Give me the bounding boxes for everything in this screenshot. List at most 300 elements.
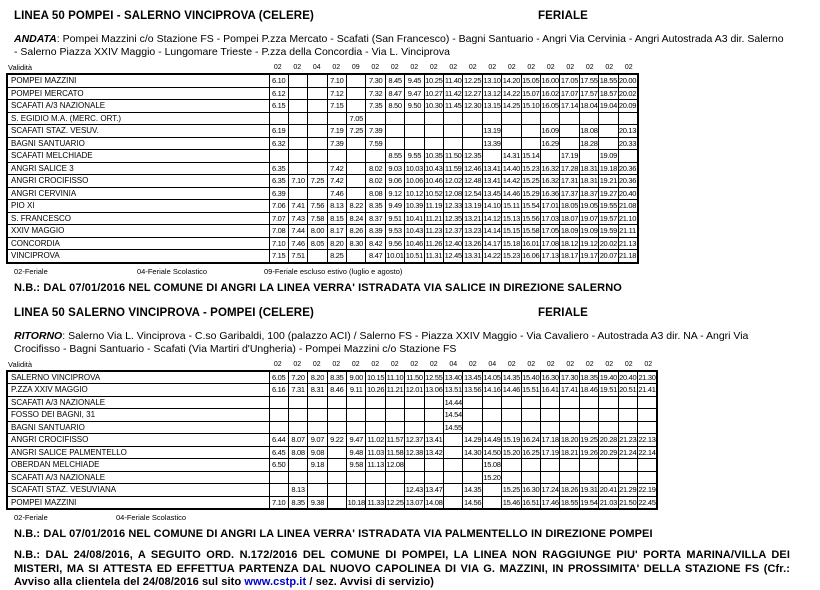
table-row xyxy=(7,87,638,100)
time-cell: 7.42 xyxy=(327,175,346,188)
time-cell: 14.20 xyxy=(502,76,521,85)
time-cell: 21.30 xyxy=(638,372,656,382)
validity-code: 02 xyxy=(488,64,497,71)
time-cell: 6.45 xyxy=(269,446,288,459)
time-cell: 9.51 xyxy=(385,212,404,225)
time-cell xyxy=(405,459,424,472)
time-cell: 21.03 xyxy=(599,496,618,509)
time-cell: 8.47 xyxy=(366,250,385,263)
time-cell xyxy=(482,112,501,125)
time-cell: 20.40 xyxy=(619,372,637,382)
time-cell: 12.35 xyxy=(444,213,462,223)
time-cell: 17.28 xyxy=(560,163,579,173)
station-cell: S. FRANCESCO xyxy=(7,212,269,225)
time-cell: 7.25 xyxy=(308,175,327,188)
time-cell xyxy=(463,459,482,472)
time-cell xyxy=(482,150,501,163)
time-cell xyxy=(444,471,463,484)
time-cell: 10.46 xyxy=(425,176,443,185)
time-cell: 18.09 xyxy=(560,226,579,235)
time-cell: 13.41 xyxy=(425,435,443,444)
time-cell: 7.58 xyxy=(308,212,327,225)
time-cell: 19.40 xyxy=(599,372,617,382)
time-cell: 8.35 xyxy=(288,496,307,509)
time-cell: 17.05 xyxy=(541,226,559,235)
time-cell xyxy=(385,396,404,409)
time-cell xyxy=(637,421,657,434)
time-cell xyxy=(521,112,540,125)
ritorno-legend xyxy=(14,513,820,522)
time-cell: 20.07 xyxy=(599,250,618,263)
time-cell: 19.05 xyxy=(580,201,598,210)
time-cell: 12.37 xyxy=(405,435,424,444)
validity-code: 02 xyxy=(468,360,477,368)
time-cell xyxy=(347,150,366,163)
time-cell: 8.47 xyxy=(385,87,404,100)
time-cell xyxy=(327,421,346,434)
table-row xyxy=(7,421,657,434)
time-cell: 15.07 xyxy=(522,88,540,98)
time-cell: 11.59 xyxy=(444,163,462,173)
time-cell: 14.25 xyxy=(502,101,521,110)
time-cell: 12.40 xyxy=(444,238,462,248)
time-cell xyxy=(540,471,559,484)
time-cell: 9.38 xyxy=(308,496,327,509)
time-cell: 14.05 xyxy=(483,372,501,382)
time-cell: 15.19 xyxy=(502,435,521,444)
time-cell: 18.21 xyxy=(560,447,579,457)
time-cell: 16.06 xyxy=(521,250,540,263)
time-cell xyxy=(618,150,637,163)
time-cell: 13.42 xyxy=(425,447,443,457)
time-cell: 10.51 xyxy=(405,250,424,263)
andata-table-wrap xyxy=(6,63,820,264)
time-cell: 11.23 xyxy=(425,226,443,235)
time-cell: 9.12 xyxy=(385,187,404,200)
time-cell: 9.48 xyxy=(347,446,366,459)
validity-code: 02 xyxy=(429,360,438,368)
time-cell xyxy=(599,471,618,484)
time-cell: 19.12 xyxy=(580,238,598,248)
time-cell xyxy=(366,112,385,125)
time-cell xyxy=(482,496,501,509)
time-cell: 18.12 xyxy=(560,238,579,248)
time-cell xyxy=(560,459,579,472)
station-cell: FOSSO DEI BAGNI, 31 xyxy=(7,409,269,422)
time-cell: 8.55 xyxy=(385,150,404,163)
time-cell xyxy=(347,396,366,409)
time-cell: 16.41 xyxy=(541,385,559,394)
ritorno-title-row xyxy=(14,307,820,321)
time-cell xyxy=(347,74,366,87)
validity-code: 02 xyxy=(507,64,516,71)
time-cell: 13.41 xyxy=(483,176,501,185)
time-cell: 14.16 xyxy=(483,385,501,394)
time-cell xyxy=(424,409,443,422)
time-cell xyxy=(560,137,579,150)
station-cell: ANGRI SALICE PALMENTELLO xyxy=(7,446,269,459)
time-cell xyxy=(424,137,443,150)
time-cell: 12.48 xyxy=(463,176,482,185)
time-cell: 22.19 xyxy=(638,485,656,494)
time-cell xyxy=(599,421,618,434)
time-cell: 19.25 xyxy=(580,435,598,444)
time-cell: 13.26 xyxy=(463,238,482,248)
time-cell: 6.10 xyxy=(269,74,288,87)
time-cell xyxy=(288,396,307,409)
validity-code: 02 xyxy=(410,64,419,71)
time-cell xyxy=(618,421,637,434)
time-cell: 17.05 xyxy=(560,76,579,85)
time-cell xyxy=(424,125,443,138)
time-cell: 7.15 xyxy=(327,100,346,113)
station-cell: CONCORDIA xyxy=(7,237,269,250)
validity-code: 02 xyxy=(546,360,555,368)
table-row xyxy=(7,371,657,384)
time-cell: 9.08 xyxy=(308,446,327,459)
time-cell: 18.35 xyxy=(580,372,598,382)
time-cell xyxy=(308,125,327,138)
time-cell: 8.13 xyxy=(288,484,307,497)
time-cell: 14.10 xyxy=(483,201,501,210)
time-cell: 8.08 xyxy=(366,187,385,200)
table-row xyxy=(7,471,657,484)
time-cell xyxy=(405,396,424,409)
table-row xyxy=(7,212,638,225)
time-cell: 7.15 xyxy=(269,250,288,263)
time-cell: 9.53 xyxy=(385,225,404,238)
validity-row-table xyxy=(6,63,639,73)
time-cell: 11.31 xyxy=(424,250,443,263)
time-cell xyxy=(521,459,540,472)
table-row xyxy=(7,175,638,188)
time-cell xyxy=(599,459,618,472)
time-cell: 9.06 xyxy=(385,175,404,188)
time-cell: 14.22 xyxy=(502,88,521,98)
time-cell: 13.06 xyxy=(425,385,443,394)
time-cell xyxy=(502,137,521,150)
time-cell: 11.57 xyxy=(386,435,404,444)
time-cell: 8.46 xyxy=(327,384,346,397)
time-cell: 15.23 xyxy=(522,163,540,173)
time-cell xyxy=(599,396,618,409)
validity-code: 02 xyxy=(566,360,575,368)
time-cell: 8.20 xyxy=(308,371,327,384)
time-cell: 10.03 xyxy=(405,163,424,173)
time-cell: 20.29 xyxy=(599,447,617,457)
time-cell xyxy=(521,396,540,409)
time-cell: 17.14 xyxy=(560,101,579,110)
time-cell: 17.55 xyxy=(580,76,598,85)
time-cell xyxy=(327,446,346,459)
time-cell xyxy=(288,100,307,113)
time-cell xyxy=(502,125,521,138)
time-cell: 8.17 xyxy=(327,225,346,238)
time-cell xyxy=(347,471,366,484)
time-cell: 10.18 xyxy=(347,496,366,509)
time-cell: 8.05 xyxy=(308,237,327,250)
time-cell: 18.20 xyxy=(560,435,579,444)
time-cell: 21.29 xyxy=(619,485,637,494)
time-cell: 15.11 xyxy=(503,201,520,210)
table-row xyxy=(7,384,657,397)
time-cell: 8.22 xyxy=(347,200,366,213)
time-cell xyxy=(560,421,579,434)
station-cell: VINCIPROVA xyxy=(7,250,269,263)
time-cell xyxy=(521,421,540,434)
station-cell: S. EGIDIO M.A. (MERC. ORT.) xyxy=(7,112,269,125)
time-cell: 12.54 xyxy=(463,188,482,198)
table-row xyxy=(7,237,638,250)
time-cell xyxy=(540,459,559,472)
time-cell xyxy=(463,125,482,138)
time-cell: 6.15 xyxy=(269,100,288,113)
time-cell: 7.07 xyxy=(269,212,288,225)
time-cell xyxy=(540,409,559,422)
time-cell: 15.20 xyxy=(502,447,521,457)
time-cell: 10.39 xyxy=(405,201,424,210)
andata-title-row xyxy=(14,10,820,24)
time-cell: 8.02 xyxy=(366,175,385,188)
time-cell: 6.35 xyxy=(269,162,288,175)
time-cell xyxy=(288,459,307,472)
time-cell: 13.45 xyxy=(463,372,482,382)
time-cell: 18.31 xyxy=(580,163,598,173)
time-cell xyxy=(463,112,482,125)
table-row xyxy=(7,434,657,447)
time-cell xyxy=(347,100,366,113)
time-cell xyxy=(599,137,618,150)
time-cell: 6.50 xyxy=(269,459,288,472)
time-cell: 10.06 xyxy=(405,176,424,185)
time-cell: 7.31 xyxy=(288,384,307,397)
time-cell: 15.15 xyxy=(502,226,521,235)
time-cell xyxy=(308,396,327,409)
time-cell: 10.30 xyxy=(425,101,443,110)
time-cell: 8.35 xyxy=(366,200,385,213)
time-cell: 9.50 xyxy=(405,100,424,113)
table-row xyxy=(7,187,638,200)
time-cell: 10.43 xyxy=(405,226,424,235)
time-cell: 10.41 xyxy=(405,213,424,223)
time-cell: 9.11 xyxy=(347,384,366,397)
time-cell: 17.07 xyxy=(560,88,579,98)
station-cell: SCAFATI STAZ. VESUV. xyxy=(7,125,269,138)
table-row xyxy=(7,496,657,509)
validity-code: 02 xyxy=(273,360,282,368)
validity-code: 02 xyxy=(390,360,399,368)
time-cell xyxy=(618,459,637,472)
time-cell: 12.55 xyxy=(425,372,443,382)
time-cell: 21.11 xyxy=(619,226,636,235)
time-cell: 20.36 xyxy=(618,163,637,173)
time-cell xyxy=(288,74,307,87)
time-cell: 18.05 xyxy=(560,201,579,210)
time-cell: 7.39 xyxy=(327,137,346,150)
time-cell: 20.40 xyxy=(618,188,637,198)
table-row xyxy=(7,459,657,472)
time-cell: 18.31 xyxy=(580,176,598,185)
time-cell: 14.31 xyxy=(502,151,521,160)
time-cell xyxy=(444,459,463,472)
time-cell xyxy=(637,459,657,472)
table-row xyxy=(7,225,638,238)
time-cell xyxy=(288,471,307,484)
time-cell: 12.38 xyxy=(405,447,424,457)
time-cell: 9.22 xyxy=(327,434,346,447)
table-row xyxy=(7,250,638,263)
validity-code: 02 xyxy=(527,64,536,71)
time-cell: 19.54 xyxy=(579,496,598,509)
table-row xyxy=(7,150,638,163)
ritorno-route-description xyxy=(14,330,788,356)
time-cell: 13.31 xyxy=(463,250,482,263)
time-cell: 14.49 xyxy=(483,435,501,444)
time-cell: 10.27 xyxy=(425,88,443,98)
time-cell: 13.51 xyxy=(444,385,462,394)
validity-code: 02 xyxy=(507,360,516,368)
time-cell xyxy=(463,396,482,409)
time-cell: 13.45 xyxy=(483,188,501,198)
validity-code: 02 xyxy=(293,360,302,368)
time-cell: 8.02 xyxy=(366,162,385,175)
time-cell: 8.35 xyxy=(327,371,346,384)
validity-label: Validità xyxy=(8,63,33,72)
time-cell: 19.57 xyxy=(599,213,617,223)
time-cell xyxy=(269,112,288,125)
time-cell xyxy=(637,471,657,484)
time-cell xyxy=(444,484,463,497)
time-cell: 11.45 xyxy=(444,101,462,110)
time-cell: 7.05 xyxy=(347,112,366,125)
station-cell: POMPEI MERCATO xyxy=(7,87,269,100)
time-cell xyxy=(618,112,637,125)
station-cell: PIO XI xyxy=(7,200,269,213)
time-cell xyxy=(424,471,443,484)
time-cell: 20.02 xyxy=(618,88,637,98)
time-cell: 11.50 xyxy=(406,372,423,382)
validity-code: 02 xyxy=(371,64,380,71)
validity-label: Validità xyxy=(8,359,33,369)
time-cell: 9.47 xyxy=(405,87,424,100)
time-cell: 16.05 xyxy=(541,101,559,110)
time-cell: 14.12 xyxy=(483,213,501,223)
time-cell: 6.32 xyxy=(269,137,288,150)
time-cell xyxy=(288,187,307,200)
table-row xyxy=(7,74,638,87)
andata-page-title: LINEA 50 POMPEI - SALERNO VINCIPROVA (CELERE) xyxy=(14,10,314,22)
time-cell: 17.46 xyxy=(540,496,559,509)
time-cell xyxy=(424,421,443,434)
time-cell: 11.42 xyxy=(444,88,462,98)
time-cell: 20.51 xyxy=(619,385,637,394)
time-cell: 8.50 xyxy=(385,100,404,113)
time-cell xyxy=(579,409,598,422)
time-cell xyxy=(502,409,521,422)
time-cell xyxy=(288,409,307,422)
ritorno-route-text: : Salerno Via L. Vinciprova - C.so Garibaldi, 100 (palazzo ACI) / Salerno FS - Piazza XXIV Maggio - Via Cavaliero - Autostrada A3 dir. NA - Angri Via Crocifisso - Bagni Santuario - Scafati (Via Martiri d'Ungheria) - Pompei Mazzini c/o Stazione FS xyxy=(14,329,749,355)
time-cell: 15.14 xyxy=(522,151,540,160)
time-cell: 12.35 xyxy=(463,151,482,160)
time-cell xyxy=(308,74,327,87)
time-cell: 17.31 xyxy=(560,176,579,185)
time-cell xyxy=(308,137,327,150)
time-cell xyxy=(560,112,579,125)
time-cell: 10.52 xyxy=(425,188,443,198)
time-cell: 17.01 xyxy=(541,201,559,210)
time-cell: 7.46 xyxy=(288,237,307,250)
time-cell: 22.45 xyxy=(637,496,657,509)
time-cell: 19.31 xyxy=(580,485,598,494)
time-cell: 21.13 xyxy=(618,238,637,248)
legend-item-feriale: 02-Feriale xyxy=(14,266,48,276)
time-cell: 11.50 xyxy=(444,151,462,160)
timetable-grid xyxy=(6,73,639,264)
time-cell: 16.02 xyxy=(541,88,559,98)
time-cell xyxy=(366,150,385,163)
time-cell: 8.25 xyxy=(327,250,346,263)
time-cell: 14.35 xyxy=(502,372,521,382)
time-cell: 10.15 xyxy=(367,372,385,382)
time-cell: 8.39 xyxy=(366,225,385,238)
time-cell: 7.51 xyxy=(288,250,307,263)
andata-note: N.B.: DAL 07/01/2016 NEL COMUNE DI ANGRI LA LINEA VERRA' ISTRADATA VIA SALICE IN DIREZIONE SALERNO xyxy=(14,281,622,294)
station-cell: OBERDAN MELCHIADE xyxy=(7,459,269,472)
time-cell xyxy=(327,471,346,484)
time-cell: 10.26 xyxy=(367,385,385,394)
time-cell xyxy=(269,409,288,422)
cstp-website-link[interactable]: www.cstp.it xyxy=(244,576,307,588)
time-cell xyxy=(405,421,424,434)
time-cell: 15.54 xyxy=(522,201,540,210)
time-cell xyxy=(599,125,618,138)
time-cell xyxy=(347,250,366,263)
time-cell: 21.08 xyxy=(618,201,637,210)
station-cell: POMPEI MAZZINI xyxy=(7,496,269,509)
time-cell xyxy=(444,137,463,150)
time-cell: 13.39 xyxy=(483,138,501,148)
time-cell: 20.13 xyxy=(618,126,637,135)
time-cell xyxy=(308,484,327,497)
validity-code: 04 xyxy=(312,64,321,71)
time-cell: 15.40 xyxy=(522,372,540,382)
time-cell: 13.40 xyxy=(444,372,462,382)
time-cell xyxy=(347,175,366,188)
table-row xyxy=(7,409,657,422)
time-cell: 13.41 xyxy=(483,163,501,173)
station-cell: SCAFATI A/3 NAZIONALE xyxy=(7,471,269,484)
time-cell xyxy=(482,396,501,409)
ritorno-service-badge: FERIALE xyxy=(538,306,588,319)
time-cell: 7.10 xyxy=(288,175,307,188)
time-cell: 10.46 xyxy=(405,238,424,248)
validity-code: 02 xyxy=(429,64,438,71)
time-cell: 20.28 xyxy=(599,435,617,444)
time-cell: 16.00 xyxy=(541,76,559,85)
time-cell: 10.12 xyxy=(405,188,424,198)
time-cell: 7.41 xyxy=(288,200,307,213)
time-cell xyxy=(405,125,424,138)
validity-code: 02 xyxy=(371,360,380,368)
time-cell: 12.37 xyxy=(444,226,462,235)
time-cell: 14.42 xyxy=(502,176,521,185)
time-cell: 17.37 xyxy=(560,188,579,198)
time-cell: 6.05 xyxy=(269,371,288,384)
validity-code: 02 xyxy=(351,360,360,368)
validity-code: 02 xyxy=(332,64,341,71)
validity-code: 02 xyxy=(273,64,282,71)
time-cell: 14.46 xyxy=(502,188,521,198)
